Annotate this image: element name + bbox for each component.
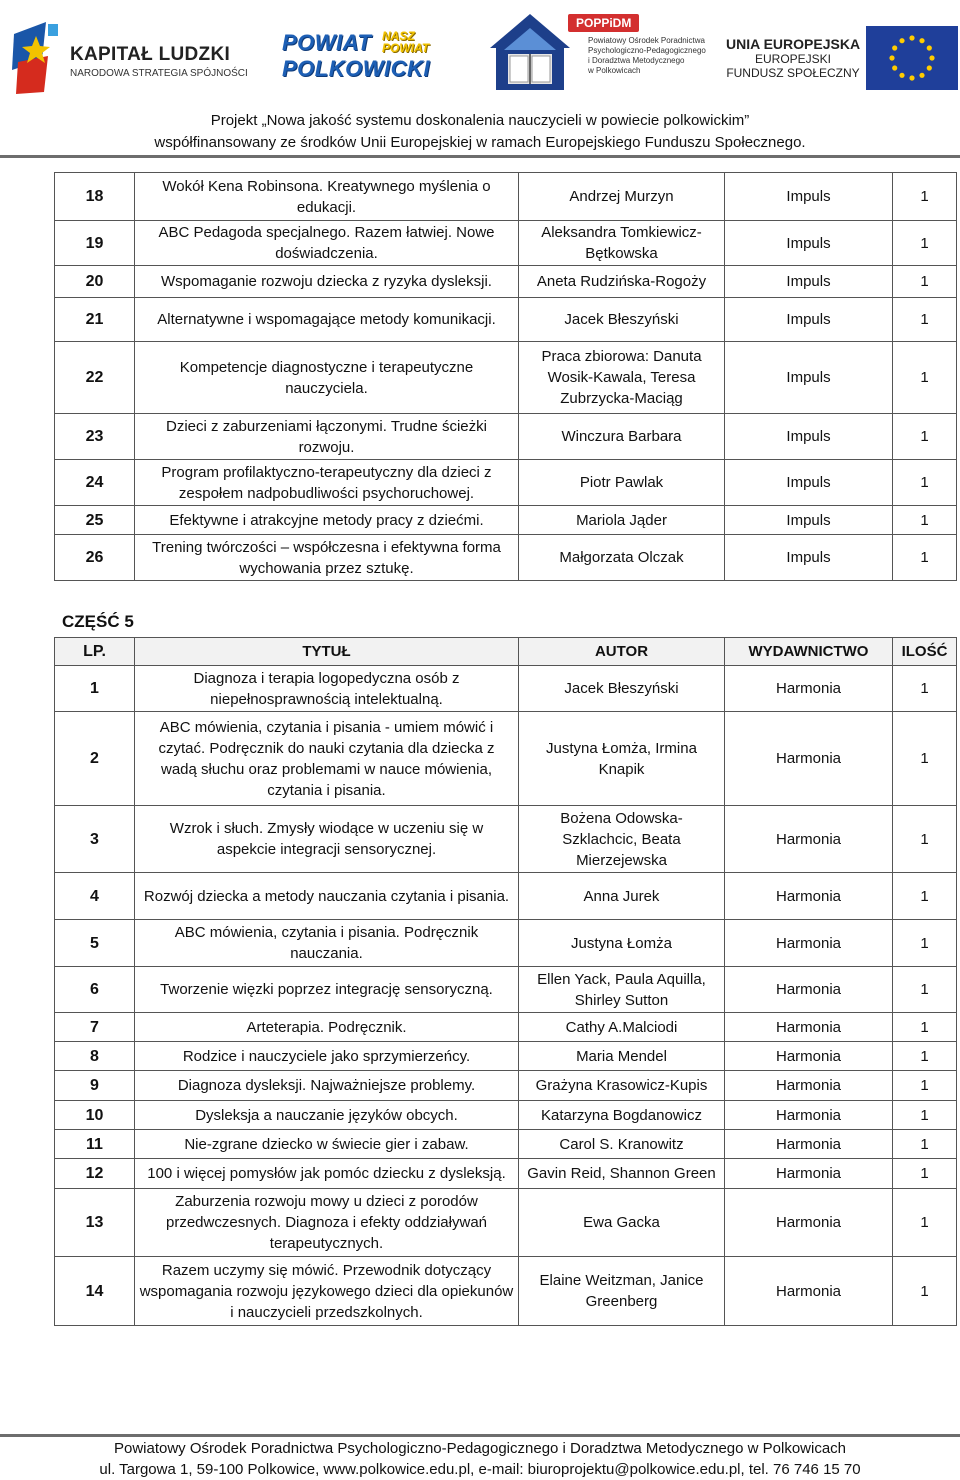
table-row: 12 100 i więcej pomysłów jak pomóc dziecku z dysleksją. Gavin Reid, Shannon Green Harmonia 1 (55, 1159, 957, 1189)
book-quantity: 1 (893, 266, 957, 298)
book-title: Kompetencje diagnostyczne i terapeutyczne nauczyciela. (135, 342, 519, 414)
book-author: Mariola Jąder (519, 506, 725, 535)
book-author: Małgorzata Olczak (519, 535, 725, 581)
table-row: 20 Wspomaganie rozwoju dziecka z ryzyka dysleksji. Aneta Rudzińska-Rogoży Impuls 1 (55, 266, 957, 298)
book-author: Praca zbiorowa: Danuta Wosik-Kawala, Teresa Zubrzycka-Maciąg (519, 342, 725, 414)
book-author: Ewa Gacka (519, 1189, 725, 1257)
eu-flag-icon (866, 26, 958, 90)
table-row: 21 Alternatywne i wspomagające metody komunikacji. Jacek Błeszyński Impuls 1 (55, 298, 957, 342)
section-title: CZĘŚĆ 5 (62, 612, 134, 631)
book-quantity: 1 (893, 1101, 957, 1130)
column-header-quantity: ILOŚĆ (893, 638, 957, 666)
book-title: Wzrok i słuch. Zmysły wiodące w uczeniu się w aspekcie integracji sensorycznej. (135, 806, 519, 873)
book-quantity: 1 (893, 1071, 957, 1101)
book-author: Gavin Reid, Shannon Green (519, 1159, 725, 1189)
poppidm-logo (484, 4, 706, 92)
table-row: 8 Rodzice i nauczyciele jako sprzymierzeńcy. Maria Mendel Harmonia 1 (55, 1042, 957, 1071)
book-publisher: Harmonia (725, 873, 893, 920)
books-table-section-5 (54, 637, 957, 1326)
book-publisher: Impuls (725, 460, 893, 506)
book-quantity: 1 (893, 1159, 957, 1189)
book-author: Elaine Weitzman, Janice Greenberg (519, 1257, 725, 1326)
table-row: 3 Wzrok i słuch. Zmysły wiodące w uczeniu się w aspekcie integracji sensorycznej. Bożena Odowska-Szklachcic, Beata Mierzejewska Harmonia 1 (55, 806, 957, 873)
book-publisher: Impuls (725, 506, 893, 535)
book-quantity: 1 (893, 506, 957, 535)
powiat-polkowicki-logo (278, 24, 438, 86)
book-quantity: 1 (893, 920, 957, 967)
table-row: 18 Wokół Kena Robinsona. Kreatywnego myślenia o edukacji. Andrzej Murzyn Impuls 1 (55, 173, 957, 221)
book-quantity: 1 (893, 1130, 957, 1159)
book-publisher: Harmonia (725, 1130, 893, 1159)
table-row: 23 Dzieci z zaburzeniami łączonymi. Trudne ścieżki rozwoju. Winczura Barbara Impuls 1 (55, 414, 957, 460)
book-author: Katarzyna Bogdanowicz (519, 1101, 725, 1130)
book-author: Justyna Łomża, Irmina Knapik (519, 712, 725, 806)
book-publisher: Impuls (725, 414, 893, 460)
book-author: Piotr Pawlak (519, 460, 725, 506)
book-quantity: 1 (893, 1189, 957, 1257)
eu-logo-text: UNIA EUROPEJSKA EUROPEJSKI FUNDUSZ SPOŁECZNY (726, 36, 861, 80)
book-title: Program profilaktyczno-terapeutyczny dla dzieci z zespołem nadpobudliwości psychoruchowej. (135, 460, 519, 506)
page-header (0, 0, 960, 160)
table-row: 24 Program profilaktyczno-terapeutyczny dla dzieci z zespołem nadpobudliwości psychoruchowej. Piotr Pawlak Impuls 1 (55, 460, 957, 506)
book-title: Wspomaganie rozwoju dziecka z ryzyka dysleksji. (135, 266, 519, 298)
table-row: 2 ABC mówienia, czytania i pisania - umiem mówić i czytać. Podręcznik do nauki czytania dla dziecka z wadą słuchu oraz problemami w nauce mówienia, czytania i pisania. Justyna Łomża, Irmina Knapik Harmonia 1 (55, 712, 957, 806)
book-author: Maria Mendel (519, 1042, 725, 1071)
book-publisher: Impuls (725, 266, 893, 298)
book-author: Justyna Łomża (519, 920, 725, 967)
book-publisher: Harmonia (725, 967, 893, 1013)
poppidm-house-icon (484, 10, 576, 92)
book-author: Jacek Błeszyński (519, 666, 725, 712)
books-table-continued (54, 172, 957, 581)
project-description (0, 110, 960, 154)
book-quantity: 1 (893, 712, 957, 806)
book-title: Dzieci z zaburzeniami łączonymi. Trudne ścieżki rozwoju. (135, 414, 519, 460)
book-quantity: 1 (893, 806, 957, 873)
table-row: 9 Diagnoza dysleksji. Najważniejsze problemy. Grażyna Krasowicz-Kupis Harmonia 1 (55, 1071, 957, 1101)
book-quantity: 1 (893, 1042, 957, 1071)
footer-line-1: Powiatowy Ośrodek Poradnictwa Psychologiczno-Pedagogicznego i Doradztwa Metodycznego w Polkowicach (113, 1440, 847, 1457)
book-publisher: Harmonia (725, 1042, 893, 1071)
table-row: 22 Kompetencje diagnostyczne i terapeutyczne nauczyciela. Praca zbiorowa: Danuta Wosik-Kawala, Teresa Zubrzycka-Maciąg Impuls 1 (55, 342, 957, 414)
page-footer (0, 1438, 960, 1480)
book-title: Diagnoza dysleksji. Najważniejsze problemy. (135, 1071, 519, 1101)
book-quantity: 1 (893, 1257, 957, 1326)
book-title: Wokół Kena Robinsona. Kreatywnego myślenia o edukacji. (135, 173, 519, 221)
eu-logo (726, 26, 958, 92)
table-header-row (55, 638, 957, 666)
book-publisher: Harmonia (725, 712, 893, 806)
header-divider (0, 155, 960, 158)
book-title: Rodzice i nauczyciele jako sprzymierzeńcy. (135, 1042, 519, 1071)
book-quantity: 1 (893, 173, 957, 221)
book-publisher: Impuls (725, 221, 893, 266)
footer-divider (0, 1434, 960, 1437)
book-author: Ellen Yack, Paula Aquilla, Shirley Sutton (519, 967, 725, 1013)
book-publisher: Harmonia (725, 920, 893, 967)
book-quantity: 1 (893, 535, 957, 581)
book-publisher: Impuls (725, 535, 893, 581)
table-row: 26 Trening twórczości – współczesna i efektywna forma wychowania przez sztukę. Małgorzata Olczak Impuls 1 (55, 535, 957, 581)
table-row: 13 Zaburzenia rozwoju mowy u dzieci z porodów przedwczesnych. Diagnoza i efekty oddziaływań terapeutycznych. Ewa Gacka Harmonia 1 (55, 1189, 957, 1257)
table-row: 4 Rozwój dziecka a metody nauczania czytania i pisania. Anna Jurek Harmonia 1 (55, 873, 957, 920)
book-title: 100 i więcej pomysłów jak pomóc dziecku z dysleksją. (135, 1159, 519, 1189)
book-publisher: Impuls (725, 298, 893, 342)
table-row: 19 ABC Pedagoda specjalnego. Razem łatwiej. Nowe doświadczenia. Aleksandra Tomkiewicz-Bętkowska Impuls 1 (55, 221, 957, 266)
table-row: 11 Nie-zgrane dziecko w świecie gier i zabaw. Carol S. Kranowitz Harmonia 1 (55, 1130, 957, 1159)
kapital-ludzki-mark-icon (12, 20, 62, 94)
book-author: Carol S. Kranowitz (519, 1130, 725, 1159)
book-author: Jacek Błeszyński (519, 298, 725, 342)
book-author: Winczura Barbara (519, 414, 725, 460)
kapital-ludzki-subtitle: NARODOWA STRATEGIA SPÓJNOŚCI (70, 68, 248, 79)
column-header-title: TYTUŁ (135, 638, 519, 666)
book-quantity: 1 (893, 1013, 957, 1042)
book-title: ABC mówienia, czytania i pisania. Podręcznik nauczania. (135, 920, 519, 967)
powiat-logo-nasz: NASZ POWIAT (382, 29, 430, 55)
table-row: 7 Arteterapia. Podręcznik. Cathy A.Malciodi Harmonia 1 (55, 1013, 957, 1042)
book-title: Arteterapia. Podręcznik. (135, 1013, 519, 1042)
book-author: Anna Jurek (519, 873, 725, 920)
book-publisher: Harmonia (725, 1189, 893, 1257)
book-quantity: 1 (893, 460, 957, 506)
footer-line-2: ul. Targowa 1, 59-100 Polkowice, www.polkowice.edu.pl, e-mail: biuroprojektu@polkowice.edu.pl, tel. 76 746 15 70 (99, 1461, 861, 1478)
book-title: ABC mówienia, czytania i pisania - umiem mówić i czytać. Podręcznik do nauki czytania dla dziecka z wadą słuchu oraz problemami w nauce mówienia, czytania i pisania. (135, 712, 519, 806)
book-quantity: 1 (893, 873, 957, 920)
column-header-lp: LP. (55, 638, 135, 666)
book-title: Tworzenie więzki poprzez integrację sensoryczną. (135, 967, 519, 1013)
book-publisher: Impuls (725, 173, 893, 221)
book-quantity: 1 (893, 666, 957, 712)
book-author: Andrzej Murzyn (519, 173, 725, 221)
book-author: Cathy A.Malciodi (519, 1013, 725, 1042)
column-header-author: AUTOR (519, 638, 725, 666)
project-line-2: współfinansowany ze środków Unii Europejskiej w ramach Europejskiego Funduszu Społecznego. (154, 134, 806, 151)
book-quantity: 1 (893, 298, 957, 342)
column-header-publisher: WYDAWNICTWO (725, 638, 893, 666)
book-title: Trening twórczości – współczesna i efektywna forma wychowania przez sztukę. (135, 535, 519, 581)
powiat-logo-line2: POLKOWICKI (282, 56, 430, 81)
poppidm-lines: Powiatowy Ośrodek Poradnictwa Psychologiczno-Pedagogicznego i Doradztwa Metodycznego w Polkowicach (588, 36, 706, 75)
book-quantity: 1 (893, 221, 957, 266)
book-title: Nie-zgrane dziecko w świecie gier i zabaw. (135, 1130, 519, 1159)
table-row: 6 Tworzenie więzki poprzez integrację sensoryczną. Ellen Yack, Paula Aquilla, Shirley Sutton Harmonia 1 (55, 967, 957, 1013)
book-title: ABC Pedagoda specjalnego. Razem łatwiej. Nowe doświadczenia. (135, 221, 519, 266)
table-row: 25 Efektywne i atrakcyjne metody pracy z dziećmi. Mariola Jąder Impuls 1 (55, 506, 957, 535)
book-publisher: Harmonia (725, 1071, 893, 1101)
book-title: Zaburzenia rozwoju mowy u dzieci z porodów przedwczesnych. Diagnoza i efekty oddziaływań terapeutycznych. (135, 1189, 519, 1257)
project-line-1: Projekt „Nowa jakość systemu doskonalenia nauczycieli w powiecie polkowickim” (210, 112, 750, 129)
powiat-logo-line1: POWIAT (282, 30, 372, 55)
book-publisher: Impuls (725, 342, 893, 414)
kapital-ludzki-title: KAPITAŁ LUDZKI (70, 44, 231, 65)
book-quantity: 1 (893, 414, 957, 460)
table-row: 14 Razem uczymy się mówić. Przewodnik dotyczący wspomagania rozwoju językowego dzieci dla opiekunów i nauczycieli przedszkolnych. Elaine Weitzman, Janice Greenberg Harmonia 1 (55, 1257, 957, 1326)
book-author: Aneta Rudzińska-Rogoży (519, 266, 725, 298)
book-publisher: Harmonia (725, 806, 893, 873)
book-title: Diagnoza i terapia logopedyczna osób z niepełnosprawnością intelektualną. (135, 666, 519, 712)
book-publisher: Harmonia (725, 666, 893, 712)
book-title: Dysleksja a nauczanie języków obcych. (135, 1101, 519, 1130)
book-author: Bożena Odowska-Szklachcic, Beata Mierzejewska (519, 806, 725, 873)
poppidm-badge: POPPiDM (568, 14, 639, 32)
book-author: Grażyna Krasowicz-Kupis (519, 1071, 725, 1101)
table-row: 1 Diagnoza i terapia logopedyczna osób z niepełnosprawnością intelektualną. Jacek Błeszyński Harmonia 1 (55, 666, 957, 712)
book-author: Aleksandra Tomkiewicz-Bętkowska (519, 221, 725, 266)
table-row: 10 Dysleksja a nauczanie języków obcych. Katarzyna Bogdanowicz Harmonia 1 (55, 1101, 957, 1130)
book-publisher: Harmonia (725, 1159, 893, 1189)
book-publisher: Harmonia (725, 1101, 893, 1130)
book-publisher: Harmonia (725, 1013, 893, 1042)
book-quantity: 1 (893, 967, 957, 1013)
table-row: 5 ABC mówienia, czytania i pisania. Podręcznik nauczania. Justyna Łomża Harmonia 1 (55, 920, 957, 967)
book-publisher: Harmonia (725, 1257, 893, 1326)
book-title: Razem uczymy się mówić. Przewodnik dotyczący wspomagania rozwoju językowego dzieci dla opiekunów i nauczycieli przedszkolnych. (135, 1257, 519, 1326)
book-title: Alternatywne i wspomagające metody komunikacji. (135, 298, 519, 342)
book-quantity: 1 (893, 342, 957, 414)
book-title: Rozwój dziecka a metody nauczania czytania i pisania. (135, 873, 519, 920)
book-title: Efektywne i atrakcyjne metody pracy z dziećmi. (135, 506, 519, 535)
kapital-ludzki-logo (8, 14, 248, 96)
